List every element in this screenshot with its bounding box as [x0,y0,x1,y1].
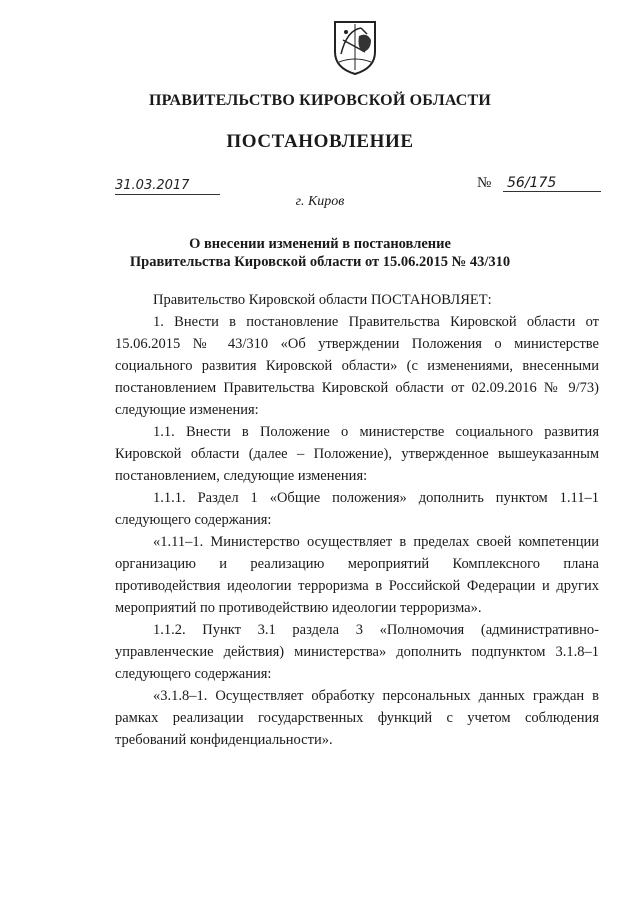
document-number: 56/175 [503,175,601,192]
paragraph-item-1-1: 1.1. Внести в Положение о министерстве социального развития Кировской области (далее – Положение), утвержденное вышеуказанным постановлением, следующие изменения: [115,424,599,484]
paragraph-resolves: Правительство Кировской области ПОСТАНОВЛЯЕТ: [153,292,492,308]
paragraph-quote-1-11-1: «1.11–1. Министерство осуществляет в пределах своей компетенции организацию и реализацию мероприятий Комплексного плана противодействия идеологии терроризма в Российской Федерации и других мероприятий по противодействию идеологии терроризма». [115,534,599,616]
document-body [115,289,599,751]
organization-name: ПРАВИТЕЛЬСТВО КИРОВСКОЙ ОБЛАСТИ [148,92,492,109]
paragraph-item-1-1-2: 1.1.2. Пункт 3.1 раздела 3 «Полномочия (административно-управленческие действия) министерства» дополнить подпунктом 3.1.8–1 следующего содержания: [115,622,599,682]
document-city: г. Киров [295,194,345,209]
document-number-block [477,175,602,192]
title-line-1: О внесении изменений в постановление [189,236,451,252]
paragraph-quote-3-1-8-1: «3.1.8–1. Осуществляет обработку персональных данных граждан в рамках реализации государственных функций с учетом соблюдения требований конфиденциальности». [115,688,599,748]
document-date: 31.03.2017 [115,178,220,195]
title-line-2: Правительства Кировской области от 15.06.2015 № 43/310 [129,254,511,270]
paragraph-item-1-1-1: 1.1.1. Раздел 1 «Общие положения» дополнить пунктом 1.11–1 следующего содержания: [115,490,599,528]
document-type: ПОСТАНОВЛЕНИЕ [226,131,414,152]
coat-of-arms-icon [331,18,379,76]
paragraph-item-1: 1. Внести в постановление Правительства Кировской области от 15.06.2015 № 43/310 «Об утверждении Положения о министерстве социального развития Кировской области» (с изменениями, внесенными постановлением Правительства Кировской области от 02.09.2016 № 9/73) следующие изменения: [115,314,599,418]
number-sign: № [477,175,492,191]
document-title [120,235,520,271]
